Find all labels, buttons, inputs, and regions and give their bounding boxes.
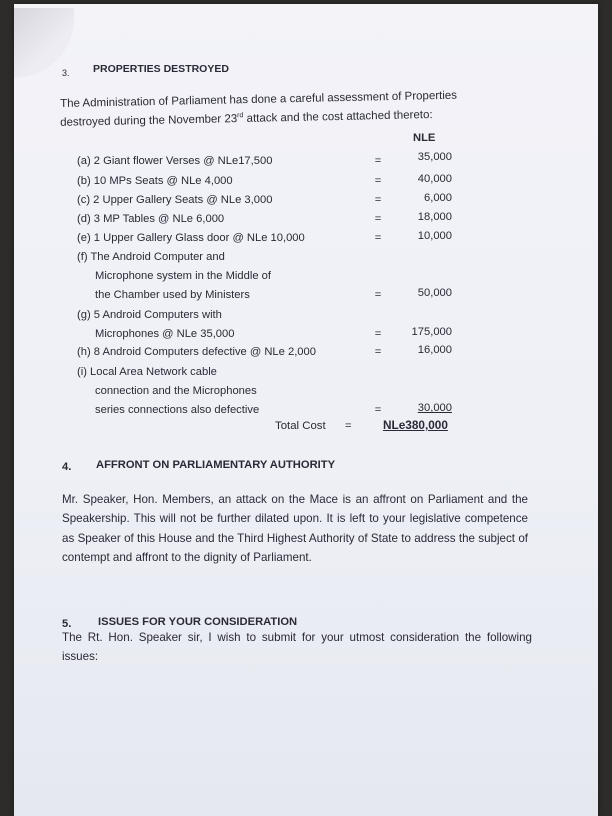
item-label-continued: series connections also defective xyxy=(95,404,260,416)
section-4-title: AFFRONT ON PARLIAMENTARY AUTHORITY xyxy=(96,459,336,471)
item-label: (h) 8 Android Computers defective @ NLe 2,000 xyxy=(77,346,316,358)
item-label-continued: the Chamber used by Ministers xyxy=(95,289,250,301)
item-equals: = xyxy=(374,346,382,358)
item-amount: 40,000 xyxy=(417,173,452,185)
item-label-continued: Microphone system in the Middle of xyxy=(95,270,271,282)
section-3-intro-line-2 xyxy=(60,108,433,129)
item-amount: 10,000 xyxy=(417,230,452,242)
section-5-body: The Rt. Hon. Speaker sir, I wish to submit for your utmost consideration the following issues: xyxy=(62,631,532,664)
item-amount: 175,000 xyxy=(411,326,452,338)
section-4-number: 4. xyxy=(62,461,72,473)
item-label: (c) 2 Upper Gallery Seats @ NLe 3,000 xyxy=(77,194,273,206)
section-3-number: 3. xyxy=(62,68,70,78)
item-equals: = xyxy=(374,289,382,301)
total-cost-label: Total Cost xyxy=(275,420,326,432)
item-equals: = xyxy=(374,175,382,187)
item-amount: 30,000 xyxy=(417,402,452,414)
document-page xyxy=(14,4,598,816)
currency-header: NLE xyxy=(413,132,436,144)
section-5-number: 5. xyxy=(62,618,72,630)
item-equals: = xyxy=(374,328,382,340)
item-amount: 50,000 xyxy=(417,287,452,299)
item-amount: 16,000 xyxy=(417,344,452,356)
item-label-continued: connection and the Microphones xyxy=(95,385,257,397)
item-equals: = xyxy=(374,194,382,206)
item-equals: = xyxy=(374,404,382,416)
total-cost-value: NLe380,000 xyxy=(383,418,448,432)
intro-text-pre: destroyed during the November 23 xyxy=(60,113,238,129)
item-equals: = xyxy=(374,213,382,225)
item-label-continued: Microphones @ NLe 35,000 xyxy=(95,328,235,340)
item-equals: = xyxy=(374,155,382,167)
item-label: (e) 1 Upper Gallery Glass door @ NLe 10,000 xyxy=(77,232,305,244)
item-label: (i) Local Area Network cable xyxy=(77,366,217,378)
item-equals: = xyxy=(374,232,382,244)
section-5-title: ISSUES FOR YOUR CONSIDERATION xyxy=(98,616,298,628)
item-label: (a) 2 Giant flower Verses @ NLe17,500 xyxy=(77,155,273,167)
item-label: (b) 10 MPs Seats @ NLe 4,000 xyxy=(77,175,233,187)
item-label: (g) 5 Android Computers with xyxy=(77,309,222,321)
item-label: (d) 3 MP Tables @ NLe 6,000 xyxy=(77,213,225,225)
item-amount: 35,000 xyxy=(417,151,452,163)
section-4-body: Mr. Speaker, Hon. Members, an attack on the Mace is an affront on Parliament and the Speakership. This will not be further dilated upon. It is left to your legislative competence as Speaker of this House and the Third Highest Authority of State to address the subject of contempt and affront to the dignity of Parliament. xyxy=(62,493,528,565)
intro-superscript: rd xyxy=(237,112,244,120)
item-amount: 6,000 xyxy=(424,192,452,204)
section-3-title: PROPERTIES DESTROYED xyxy=(93,63,229,75)
item-amount: 18,000 xyxy=(417,211,452,223)
intro-text-post: attack and the cost attached thereto: xyxy=(243,109,433,125)
item-label: (f) The Android Computer and xyxy=(77,251,225,263)
section-3-intro-line-1: The Administration of Parliament has done a careful assessment of Properties xyxy=(60,89,458,110)
total-cost-equals: = xyxy=(345,420,352,432)
